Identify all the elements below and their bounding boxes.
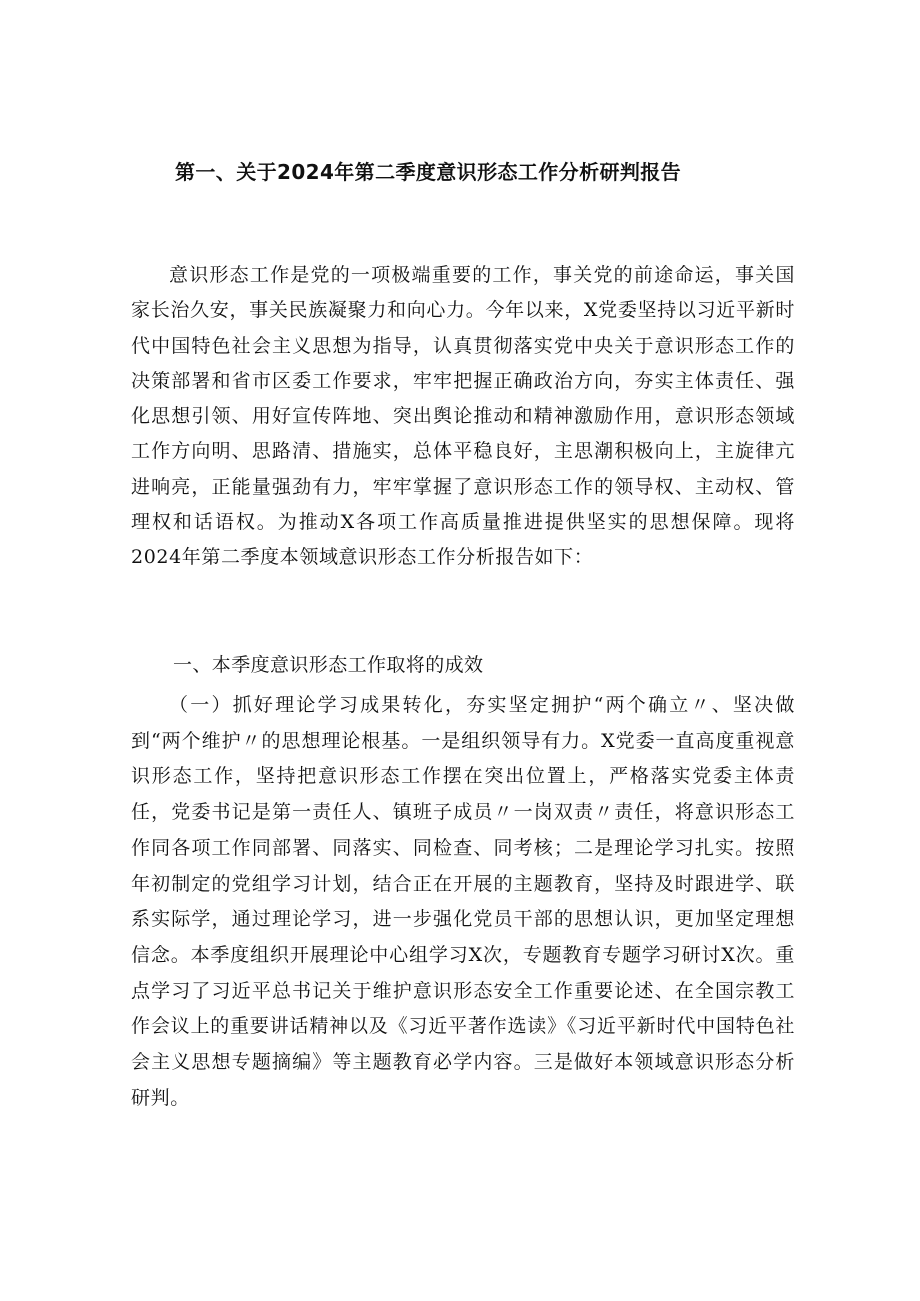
section-heading: 一、本季度意识形态工作取将的成效: [173, 654, 484, 676]
document-title: 第一、关于2024年第二季度意识形态工作分析研判报告: [175, 160, 682, 184]
section-paragraph: （一）抓好理论学习成果转化，夯实坚定拥护“两个确立〃、坚决做到“两个维护〃的思想理论根基。一是组织领导有力。X党委一直高度重视意识形态工作，坚持把意识形态工作摆在突出位置上，严格落实党委主体责任，党委书记是第一责任人、镇班子成员〃一岗双责〃责任，将意识形态工作同各项工作同部署、同落实、同检查、同考核；二是理论学习扎实。按照年初制定的党组学习计划，结合正在开展的主题教育，坚持及时跟进学、联系实际学，通过理论学习，进一步强化党员干部的思想认识，更加坚定理想信念。本季度组织开展理论中心组学习X次，专题教育专题学习研讨X次。重点学习了习近平总书记关于维护意识形态安全工作重要论述、在全国宗教工作会议上的重要讲话精神以及《习近平著作选读》《习近平新时代中国特色社会主义思想专题摘编》等主题教育必学内容。三是做好本领域意识形态分析研判。: [131, 694, 795, 1109]
intro-paragraph: 意识形态工作是党的一项极端重要的工作，事关党的前途命运，事关国家长治久安，事关民族凝聚力和向心力。今年以来，X党委坚持以习近平新时代中国特色社会主义思想为指导，认真贯彻落实党中央关于意识形态工作的决策部署和省市区委工作要求，牢牢把握正确政治方向，夯实主体责任、强化思想引领、用好宣传阵地、突出舆论推动和精神激励作用，意识形态领域工作方向明、思路清、措施实，总体平稳良好，主思潮积极向上，主旋律亢进响亮，正能量强劲有力，牢牢掌握了意识形态工作的领导权、主动权、管理权和话语权。为推动X各项工作高质量推进提供坚实的思想保障。现将2024年第二季度本领域意识形态工作分析报告如下：: [131, 264, 795, 569]
